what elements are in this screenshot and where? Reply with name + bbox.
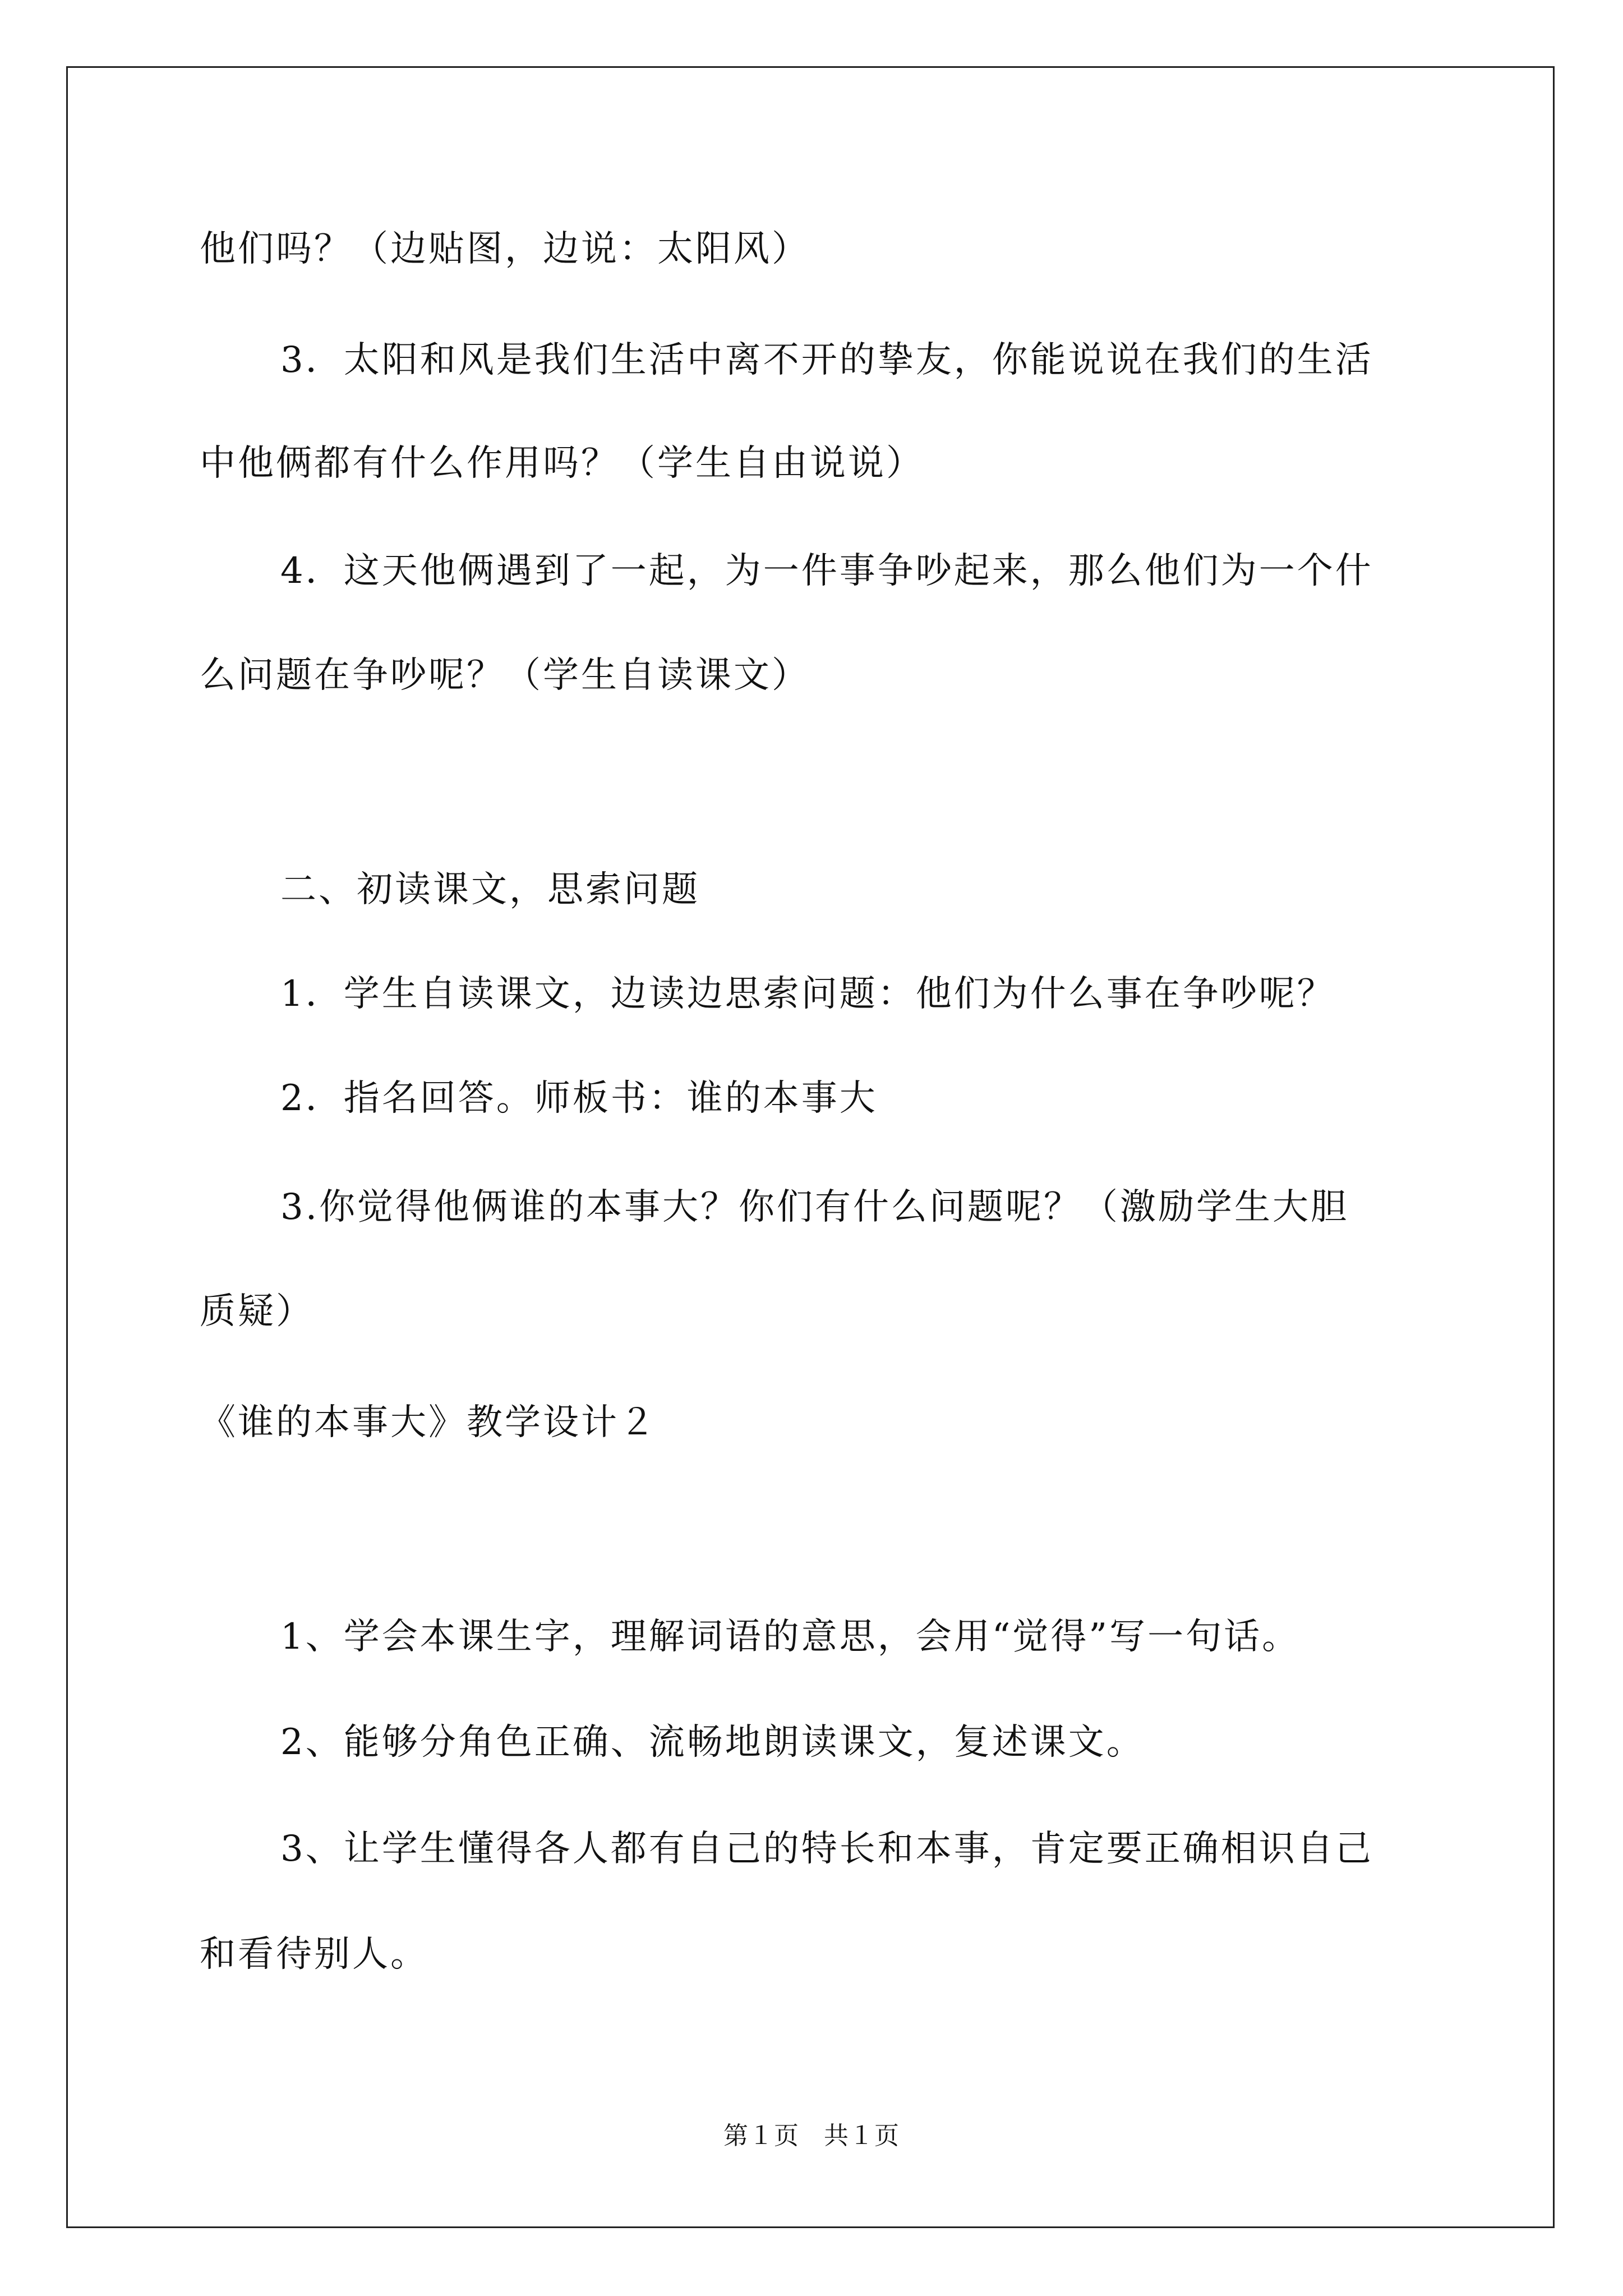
paragraph-line: 4．这天他俩遇到了一起，为一件事争吵起来，那么他们为一个什 xyxy=(280,550,1373,592)
paragraph-line: 1、学会本课生字，理解词语的意思，会用“觉得”写一句话。 xyxy=(280,1616,1301,1658)
section-heading: 二、初读课文，思索问题 xyxy=(280,869,700,910)
paragraph-line: 2、能够分角色正确、流畅地朗读课文，复述课文。 xyxy=(280,1722,1145,1763)
paragraph-line: 2．指名回答。师板书：谁的本事大 xyxy=(280,1078,878,1119)
page-number: 第１页 xyxy=(723,2122,799,2150)
paragraph-line: 他们吗？（边贴图，边说：太阳风） xyxy=(200,228,810,270)
paragraph-line: 1．学生自读课文，边读边思索问题：他们为什么事在争吵呢？ xyxy=(280,973,1335,1015)
paragraph-line: 3．太阳和风是我们生活中离不开的挚友，你能说说在我们的生活 xyxy=(280,339,1373,381)
paragraph-line: 质疑） xyxy=(200,1291,314,1332)
document-title: 《谁的本事大》教学设计２ xyxy=(200,1402,657,1443)
page-count: 共１页 xyxy=(824,2122,900,2150)
paragraph-line: 中他俩都有什么作用吗？（学生自由说说） xyxy=(200,443,924,484)
paragraph-line: 和看待别人。 xyxy=(200,1934,428,1975)
page-border xyxy=(66,66,1555,2228)
page-footer xyxy=(0,2120,1623,2152)
paragraph-line: 么问题在争吵呢？（学生自读课文） xyxy=(200,655,810,696)
paragraph-line: 3、让学生懂得各人都有自己的特长和本事，肯定要正确相识自己 xyxy=(280,1828,1373,1870)
paragraph-line: 3.你觉得他俩谁的本事大？你们有什么问题呢？（激励学生大胆 xyxy=(280,1186,1349,1228)
